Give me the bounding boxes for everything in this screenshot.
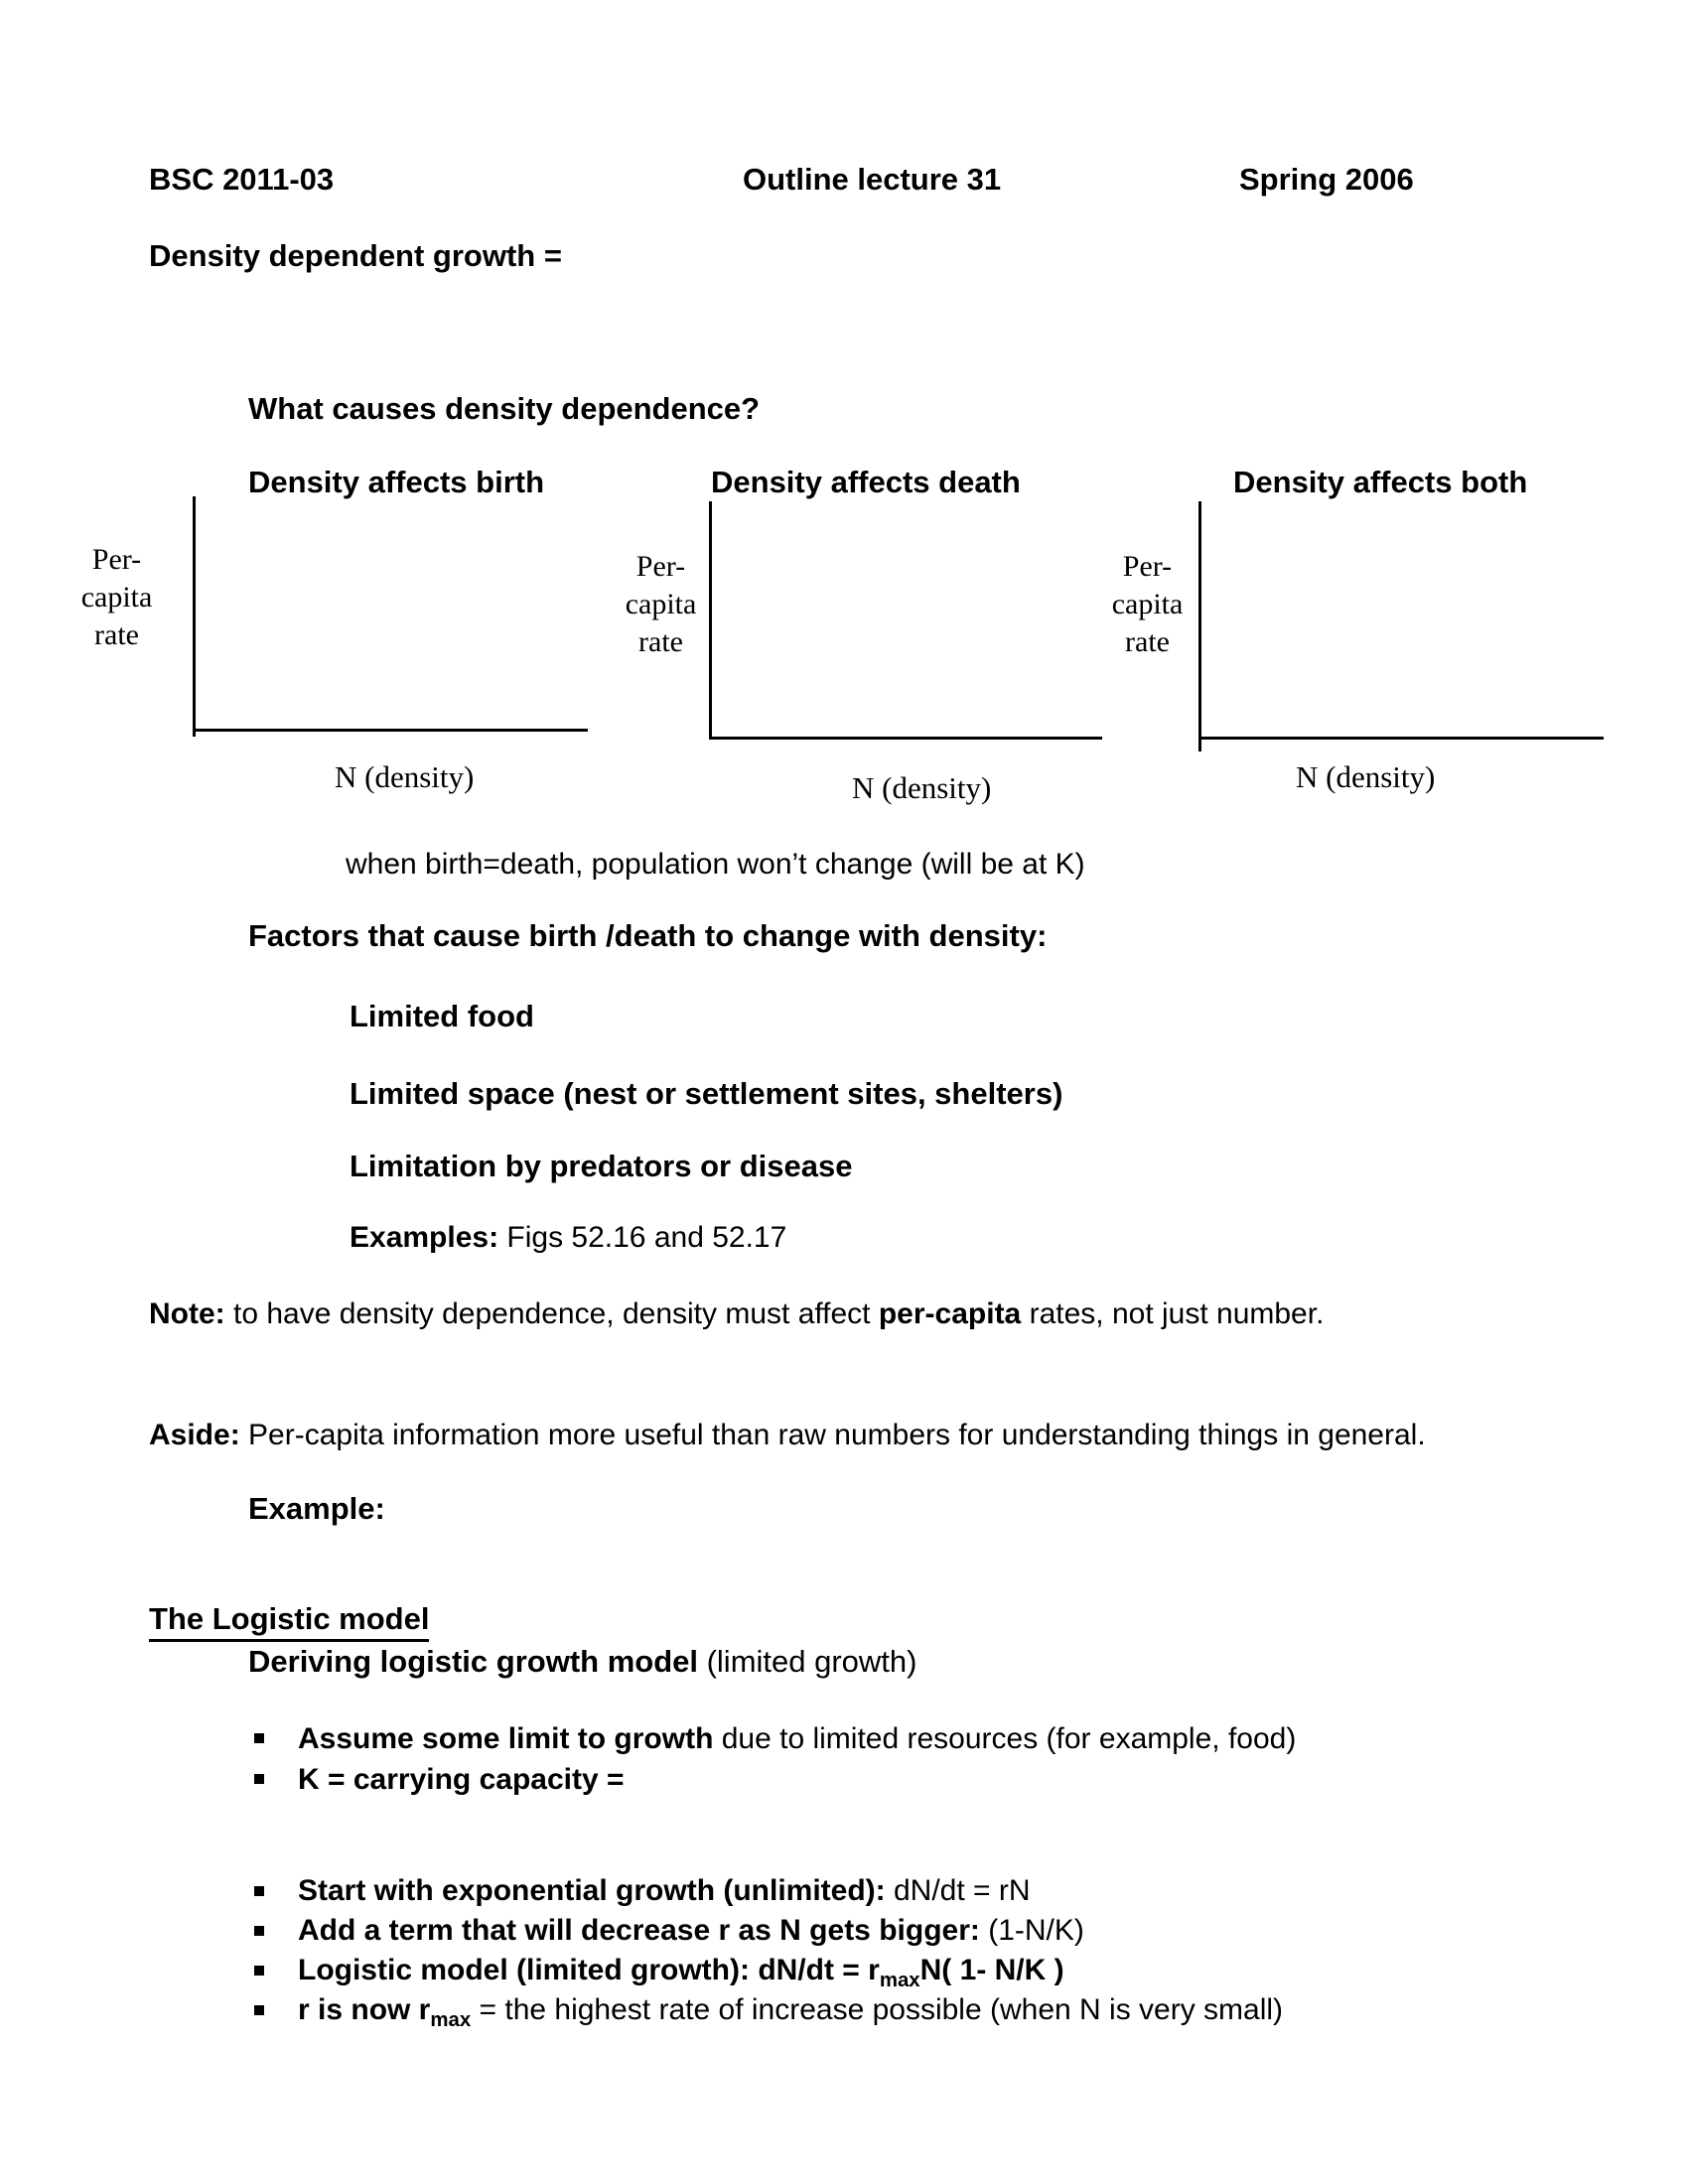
examples-label: Examples: bbox=[350, 1221, 499, 1254]
note-label: Note: bbox=[149, 1297, 225, 1330]
logistic-model-heading: The Logistic model bbox=[149, 1601, 429, 1642]
bullet-square-icon bbox=[254, 2005, 264, 2015]
logistic-subheading-bold: Deriving logistic growth model bbox=[248, 1644, 698, 1679]
bullet-square-icon bbox=[254, 1886, 264, 1896]
y-axis-label-line: Per- bbox=[91, 543, 142, 576]
logistic-bullet-list-2 bbox=[248, 1871, 1283, 2030]
bullet-item-carrying-capacity bbox=[248, 1759, 1296, 1800]
note-line bbox=[149, 1297, 1324, 1331]
x-axis-line bbox=[193, 729, 588, 732]
bullet-bold-text: r is now r bbox=[298, 1993, 431, 2026]
y-axis-line bbox=[193, 496, 196, 737]
examples-line bbox=[350, 1221, 786, 1255]
aside-example-label: Example: bbox=[248, 1491, 385, 1526]
x-axis-line bbox=[709, 737, 1102, 740]
bullet-bold-text: Logistic model (limited growth): dN/dt = r bbox=[298, 1954, 880, 1986]
factors-heading: Factors that cause birth /death to change with density: bbox=[248, 918, 1048, 953]
y-axis-label-line: rate bbox=[1125, 625, 1170, 658]
bullet-regular-text: due to limited resources (for example, food) bbox=[713, 1722, 1297, 1755]
bullet-bold-text: N( 1- N/K ) bbox=[919, 1954, 1064, 1986]
rmax-subscript: max bbox=[879, 1970, 920, 1991]
bullet-bold-text: Start with exponential growth (unlimited): bbox=[298, 1874, 886, 1907]
bullet-item-rmax-definition bbox=[248, 1990, 1283, 2030]
x-axis-label: N (density) bbox=[1296, 759, 1436, 794]
logistic-subheading-rest: (limited growth) bbox=[697, 1644, 917, 1679]
y-axis-label-line: capita bbox=[625, 588, 697, 620]
bullet-square-icon bbox=[254, 1774, 264, 1784]
factor-item-limited-space: Limited space (nest or settlement sites, shelters) bbox=[350, 1076, 1063, 1111]
y-axis-label-line: rate bbox=[94, 618, 139, 651]
bullet-equation-text: (1-N/K) bbox=[979, 1914, 1084, 1947]
birth-death-note: when birth=death, population won’t change (will be at K) bbox=[346, 848, 1085, 881]
factor-item-limited-food: Limited food bbox=[350, 999, 534, 1033]
factor-item-predators-disease: Limitation by predators or disease bbox=[350, 1149, 853, 1183]
y-axis-label-line: rate bbox=[638, 625, 683, 658]
chart-title-both: Density affects both bbox=[1233, 465, 1528, 499]
x-axis-label: N (density) bbox=[335, 759, 475, 794]
header-term: Spring 2006 bbox=[1239, 162, 1414, 197]
note-emphasis: per-capita bbox=[878, 1297, 1022, 1330]
bullet-bold-text: Assume some limit to growth bbox=[298, 1722, 714, 1755]
bullet-item-assume-limit bbox=[248, 1718, 1296, 1759]
bullet-square-icon bbox=[254, 1926, 264, 1936]
bullet-item-exponential-growth bbox=[248, 1871, 1283, 1911]
logistic-subheading bbox=[248, 1644, 916, 1680]
y-axis-label-line: capita bbox=[80, 581, 153, 614]
chart-title-birth: Density affects birth bbox=[248, 465, 545, 499]
bullet-bold-text: Add a term that will decrease r as N gets bigger: bbox=[298, 1914, 980, 1947]
chart-title-death: Density affects death bbox=[711, 465, 1021, 499]
bullet-item-logistic-equation bbox=[248, 1951, 1283, 1990]
bullet-bold-text: K = carrying capacity = bbox=[298, 1763, 625, 1796]
y-axis-label bbox=[614, 548, 708, 661]
y-axis-label-line: capita bbox=[1111, 588, 1184, 620]
rmax-subscript: max bbox=[430, 2009, 472, 2031]
bullet-square-icon bbox=[254, 1966, 264, 1976]
note-text-post: rates, not just number. bbox=[1021, 1297, 1325, 1330]
bullet-regular-text: = the highest rate of increase possible (when N is very small) bbox=[471, 1993, 1284, 2026]
note-text-pre: to have density dependence, density must affect bbox=[224, 1297, 879, 1330]
y-axis-label bbox=[1100, 548, 1195, 661]
y-axis-label bbox=[55, 541, 179, 654]
header-lecture-title: Outline lecture 31 bbox=[743, 162, 1002, 197]
y-axis-line bbox=[709, 501, 712, 740]
aside-text: Per-capita information more useful than raw numbers for understanding things in general. bbox=[239, 1419, 1426, 1451]
y-axis-label-line: Per- bbox=[635, 550, 686, 583]
bullet-equation-text: dN/dt = rN bbox=[885, 1874, 1031, 1907]
density-dependent-growth-heading: Density dependent growth = bbox=[149, 238, 562, 273]
y-axis-line bbox=[1198, 501, 1201, 751]
aside-label: Aside: bbox=[149, 1419, 240, 1451]
x-axis-label: N (density) bbox=[852, 770, 992, 805]
question-heading: What causes density dependence? bbox=[248, 391, 761, 426]
aside-paragraph bbox=[149, 1418, 1470, 1453]
x-axis-line bbox=[1198, 737, 1604, 740]
bullet-item-decrease-term bbox=[248, 1911, 1283, 1951]
bullet-square-icon bbox=[254, 1733, 264, 1743]
y-axis-label-line: Per- bbox=[1122, 550, 1173, 583]
header-course-code: BSC 2011-03 bbox=[149, 162, 335, 197]
logistic-bullet-list-1 bbox=[248, 1718, 1296, 1800]
examples-text: Figs 52.16 and 52.17 bbox=[498, 1221, 787, 1254]
